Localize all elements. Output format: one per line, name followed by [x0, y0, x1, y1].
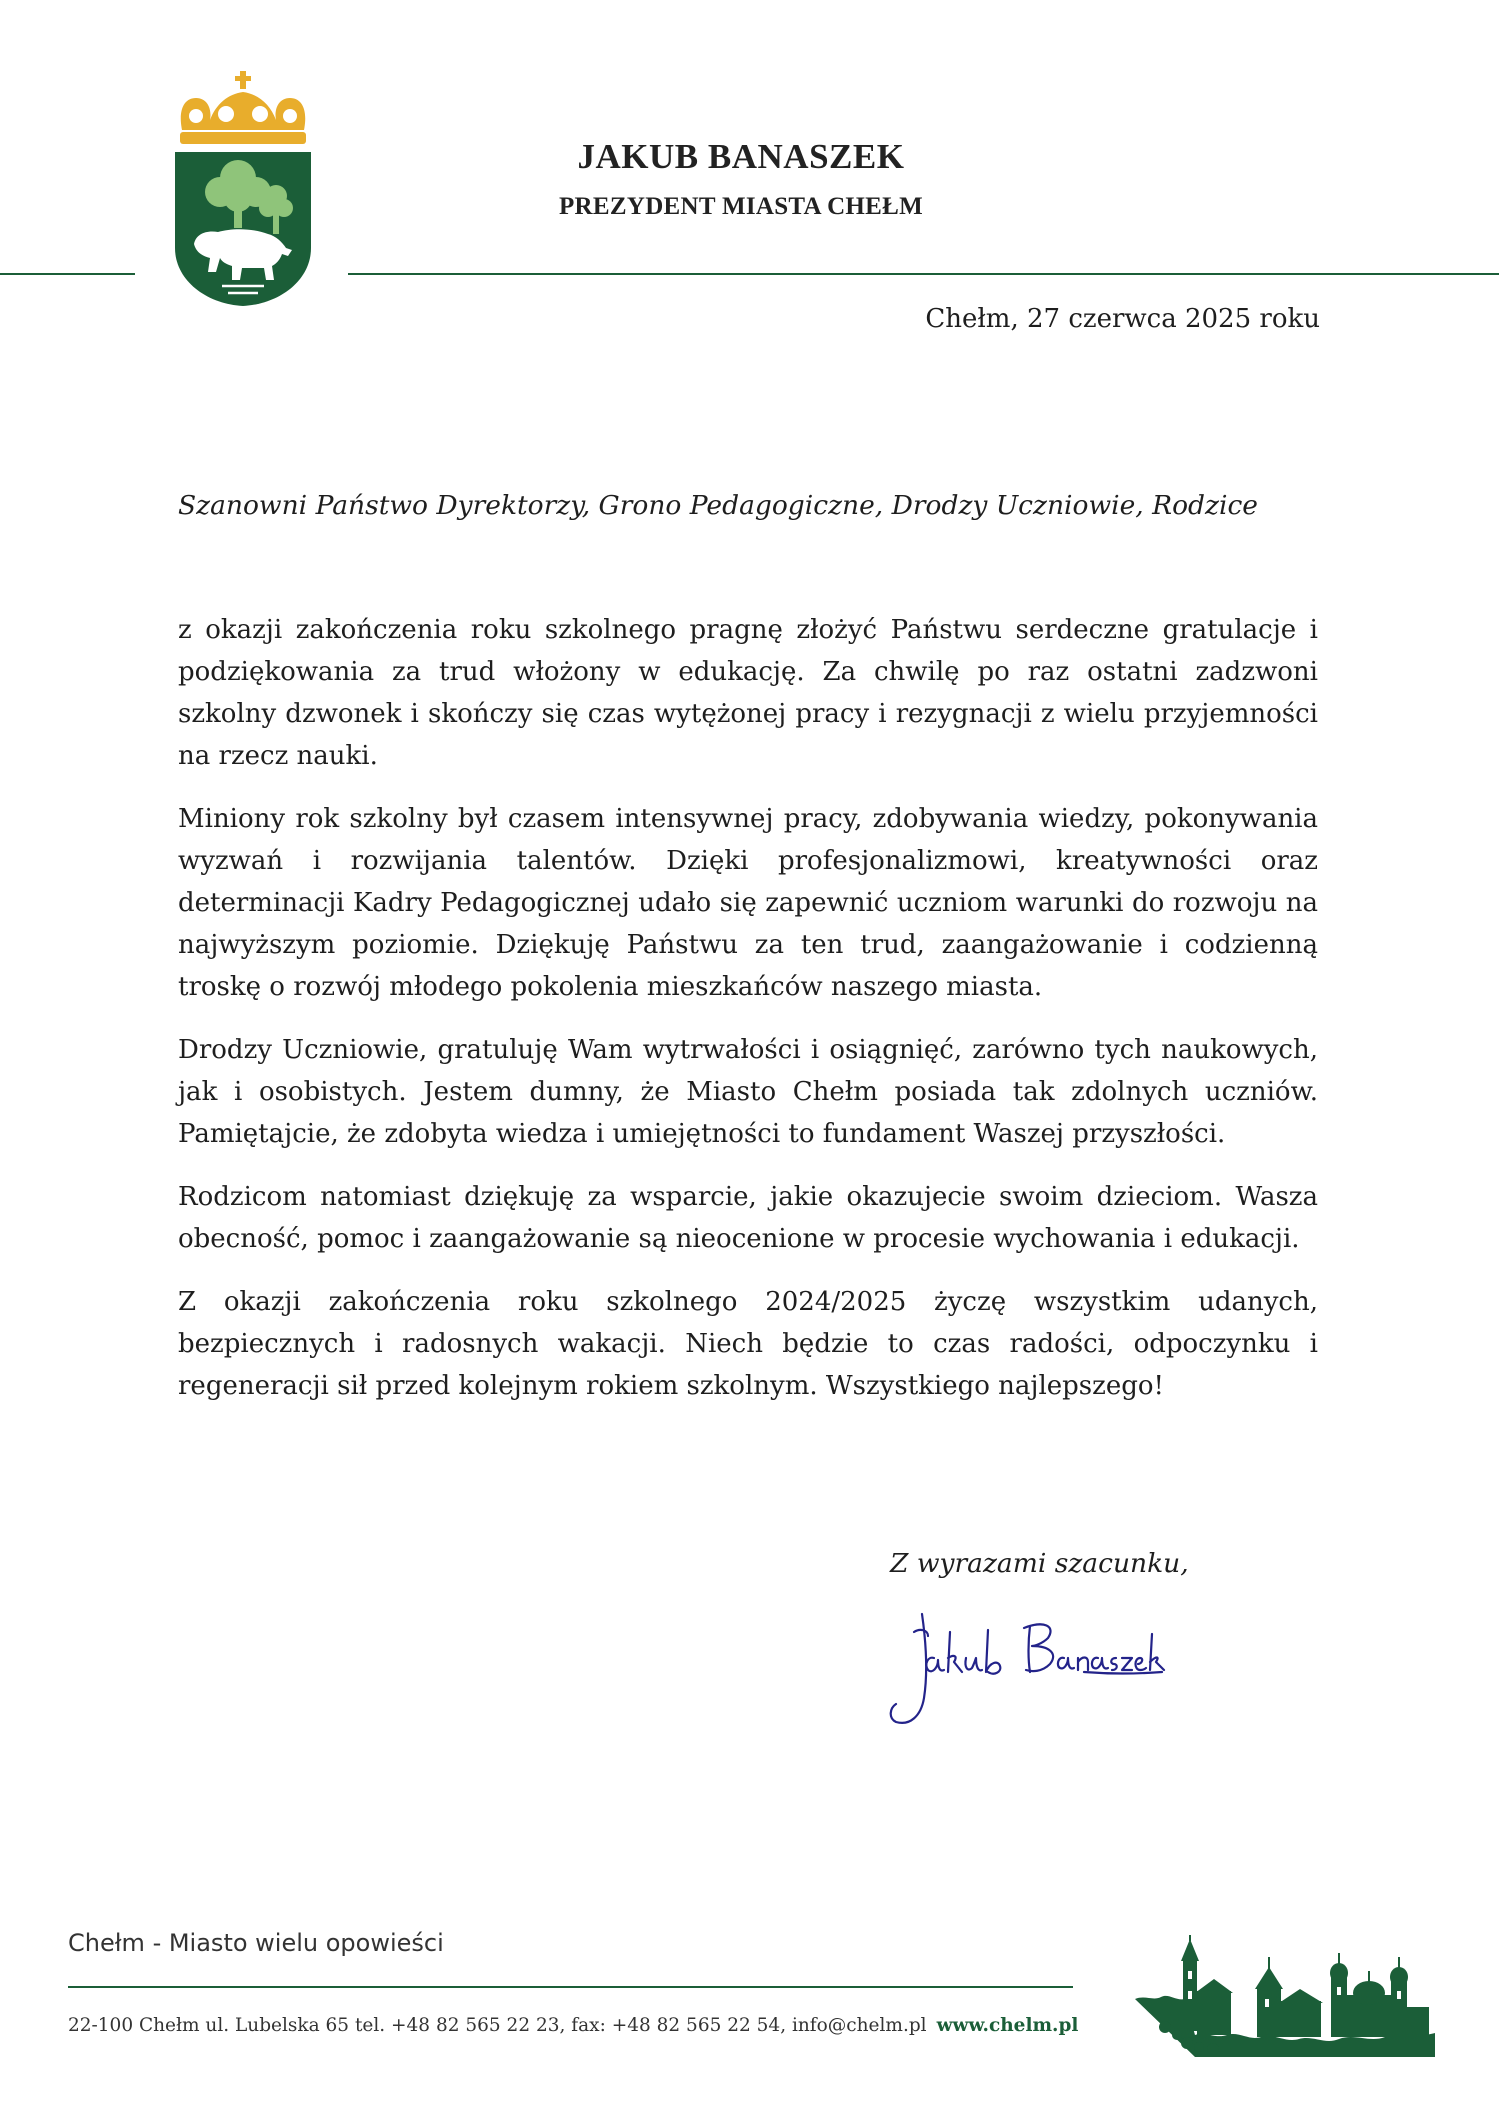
header-divider-right	[348, 273, 1499, 275]
closing-phrase: Z wyrazami szacunku,	[890, 1548, 1189, 1579]
contact-details: 22-100 Chełm ul. Lubelska 65 tel. +48 82 565 22 23, fax: +48 82 565 22 54, info@chelm.pl	[68, 2015, 927, 2036]
letterhead-title: PREZYDENT MIASTA CHEŁM	[558, 193, 924, 220]
city-motto: Chełm - Miasto wielu opowieści	[68, 1929, 444, 1957]
salutation: Szanowni Państwo Dyrektorzy, Grono Pedagogiczne, Drodzy Uczniowie, Rodzice	[178, 490, 1258, 521]
contact-info	[68, 2015, 1078, 2036]
header-divider-left	[0, 273, 135, 275]
website-link[interactable]: www.chelm.pl	[936, 2015, 1079, 2036]
footer-divider	[68, 1986, 1073, 1988]
chelm-coat-of-arms-icon	[172, 68, 314, 308]
letter-body	[178, 609, 1318, 1428]
body-paragraph: Drodzy Uczniowie, gratuluję Wam wytrwałości i osiągnięć, zarówno tych naukowych, jak i osobistych. Jestem dumny, że Miasto Chełm posiada tak zdolnych uczniów. Pamiętajcie, że zdobyta wiedza i umiejętności to fundament Waszej przyszłości.	[178, 1035, 1318, 1149]
handwritten-signature	[884, 1602, 1166, 1732]
body-paragraph: Rodzicom natomiast dziękuję za wsparcie, jakie okazujecie swoim dzieciom. Wasza obecność, pomoc i zaangażowanie są nieocenione w procesie wychowania i edukacji.	[178, 1182, 1318, 1254]
body-paragraph: Z okazji zakończenia roku szkolnego 2024/2025 życzę wszystkim udanych, bezpiecznych i radosnych wakacji. Niech będzie to czas radości, odpoczynku i regeneracji sił przed kolejnym rokiem szkolnym. Wszystkiego najlepszego!	[178, 1287, 1318, 1401]
letterhead-name: JAKUB BANASZEK	[577, 137, 905, 176]
body-paragraph: Miniony rok szkolny był czasem intensywnej pracy, zdobywania wiedzy, pokonywania wyzwań i rozwijania talentów. Dzięki profesjonalizmowi, kreatywności oraz determinacji Kadry Pedagogicznej udało się zapewnić uczniom warunki do rozwoju na najwyższym poziomie. Dziękuję Państwu za ten trud, zaangażowanie i codzienną troskę o rozwój młodego pokolenia mieszkańców naszego miasta.	[178, 804, 1318, 1002]
chelm-skyline-icon	[1135, 1935, 1435, 2057]
body-paragraph: z okazji zakończenia roku szkolnego pragnę złożyć Państwu serdeczne gratulacje i podziękowania za trud włożony w edukację. Za chwilę po raz ostatni zadzwoni szkolny dzwonek i skończy się czas wytężonej pracy i rezygnacji z wielu przyjemności na rzecz nauki.	[178, 615, 1318, 771]
letter-date: Chełm, 27 czerwca 2025 roku	[925, 304, 1320, 334]
